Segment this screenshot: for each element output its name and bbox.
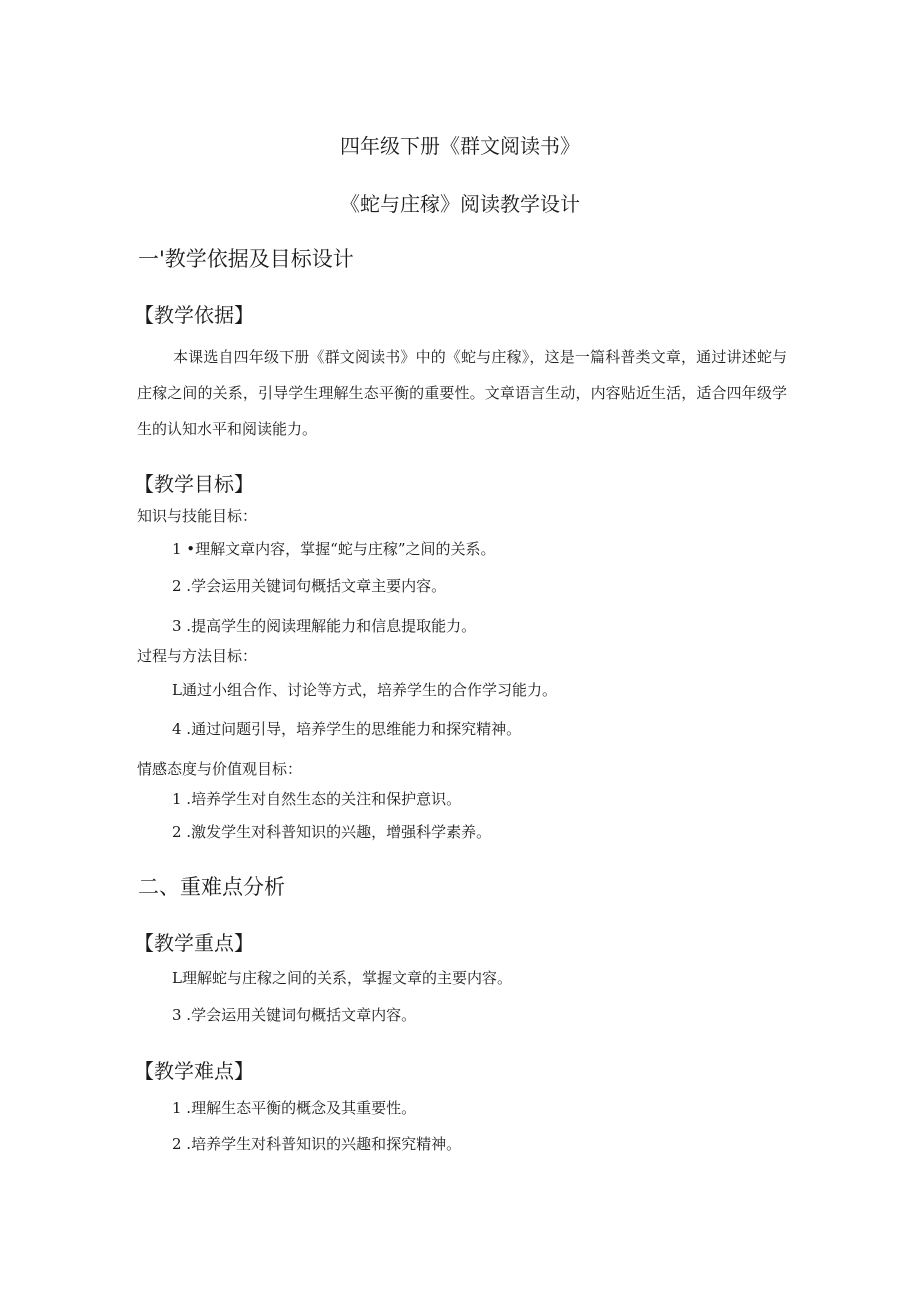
goals-heading: 【教学目标】 bbox=[134, 472, 254, 496]
key-points-heading: 【教学重点】 bbox=[134, 931, 254, 955]
knowledge-goal-item: 1 •理解文章内容，掌握“蛇与庄稼”之间的关系。 bbox=[172, 540, 496, 558]
difficult-points-heading: 【教学难点】 bbox=[134, 1059, 254, 1083]
emotion-goals-label: 情感态度与价值观目标： bbox=[137, 760, 303, 778]
difficult-point-item: 1 .理解生态平衡的概念及其重要性。 bbox=[172, 1099, 417, 1117]
process-goals-label: 过程与方法目标： bbox=[137, 647, 258, 665]
emotion-goal-item: 1 .培养学生对自然生态的关注和保护意识。 bbox=[172, 790, 462, 808]
basis-heading: 【教学依据】 bbox=[134, 303, 254, 327]
section1-heading: 一'教学依据及目标设计 bbox=[138, 247, 354, 271]
process-goal-item: L通过小组合作、讨论等方式，培养学生的合作学习能力。 bbox=[172, 681, 557, 699]
emotion-goal-item: 2 .激发学生对科普知识的兴趣，增强科学素养。 bbox=[172, 823, 492, 841]
document-subtitle: 《蛇与庄稼》阅读教学设计 bbox=[340, 192, 580, 216]
knowledge-goal-item: 3 .提高学生的阅读理解能力和信息提取能力。 bbox=[172, 617, 477, 635]
document-title: 四年级下册《群文阅读书》 bbox=[340, 134, 580, 158]
section2-heading: 二、重难点分析 bbox=[138, 875, 285, 899]
key-point-item: 3 .学会运用关键词句概括文章内容。 bbox=[172, 1006, 417, 1024]
process-goal-item: 4 .通过问题引导，培养学生的思维能力和探究精神。 bbox=[172, 720, 522, 738]
knowledge-goal-item: 2 .学会运用关键词句概括文章主要内容。 bbox=[172, 577, 447, 595]
basis-paragraph: 本课选自四年级下册《群文阅读书》中的《蛇与庄稼》，这是一篇科普类文章，通过讲述蛇与庄稼之间的关系，引导学生理解生态平衡的重要性。文章语言生动，内容贴近生活，适合四年级学生的认知水平和阅读能力。 bbox=[137, 348, 787, 438]
key-point-item: L理解蛇与庄稼之间的关系，掌握文章的主要内容。 bbox=[172, 969, 512, 987]
knowledge-goals-label: 知识与技能目标： bbox=[137, 507, 258, 525]
difficult-point-item: 2 .培养学生对科普知识的兴趣和探究精神。 bbox=[172, 1135, 462, 1153]
